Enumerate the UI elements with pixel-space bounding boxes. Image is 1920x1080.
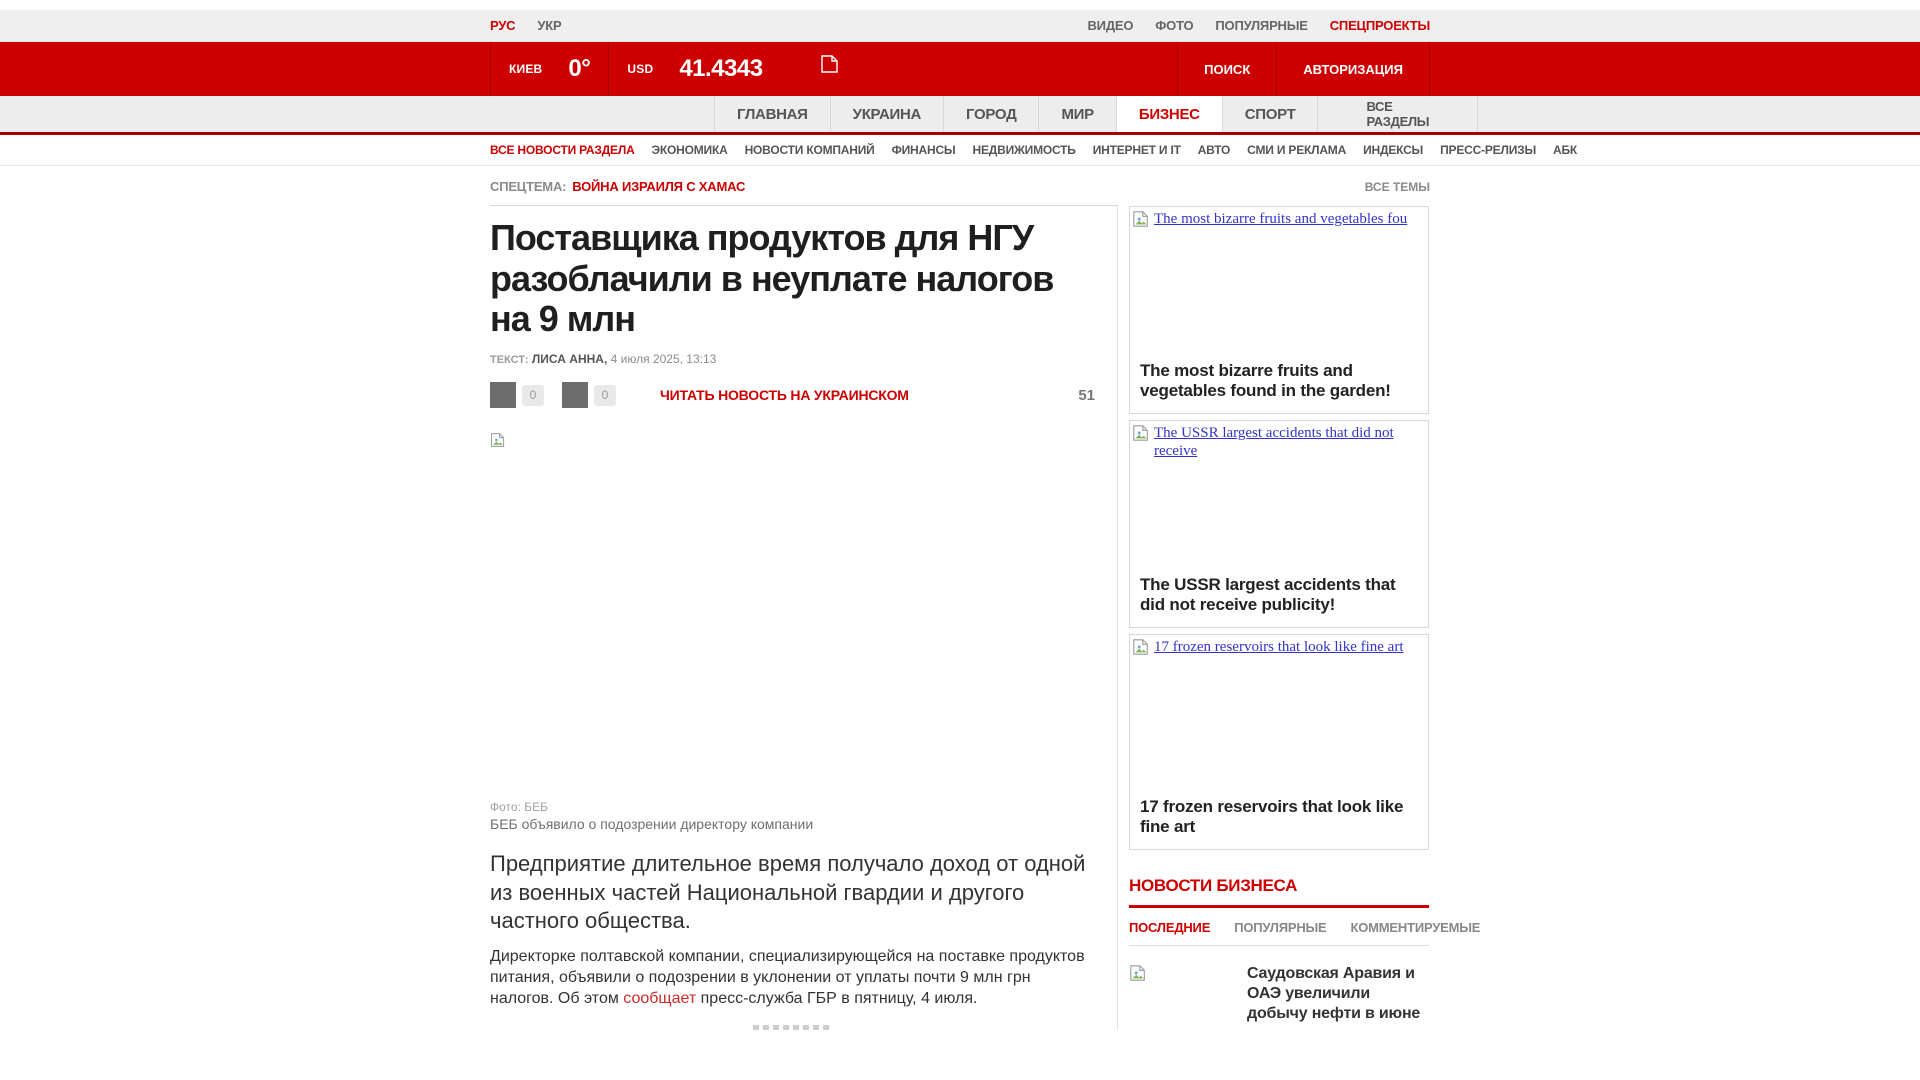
subnav-media-ads[interactable]: СМИ И РЕКЛАМА bbox=[1247, 143, 1347, 157]
photo-credit: Фото: БЕБ bbox=[490, 800, 548, 815]
promo-card[interactable] bbox=[1129, 634, 1429, 850]
header-actions bbox=[1177, 42, 1430, 96]
special-topic-row bbox=[490, 166, 1430, 205]
views-counter: 51 bbox=[1078, 386, 1095, 404]
popular-link[interactable]: ПОПУЛЯРНЫЕ bbox=[1215, 18, 1308, 33]
currency-label: USD bbox=[627, 62, 654, 76]
broken-image-icon bbox=[1129, 969, 1147, 986]
video-link[interactable]: ВИДЕО bbox=[1087, 18, 1134, 33]
article-author: ЛИСА АННА, bbox=[531, 352, 608, 367]
nav-item-city[interactable]: ГОРОД bbox=[944, 96, 1039, 132]
truncated-text-fragment bbox=[753, 1025, 833, 1030]
share-button-icon[interactable] bbox=[562, 382, 588, 408]
subnav-all-news[interactable]: ВСЕ НОВОСТИ РАЗДЕЛА bbox=[490, 143, 635, 157]
image-alt-text: 17 frozen reservoirs that look like fine art bbox=[1154, 639, 1404, 656]
special-topic-label: СПЕЦТЕМА: bbox=[490, 179, 567, 194]
photo-link[interactable]: ФОТО bbox=[1155, 18, 1194, 33]
article-column bbox=[490, 206, 1118, 1030]
section-subnav bbox=[0, 135, 1920, 166]
news-thumb-placeholder bbox=[1129, 964, 1247, 1024]
tab-popular[interactable]: ПОПУЛЯРНЫЕ bbox=[1234, 920, 1327, 936]
search-button[interactable]: ПОИСК bbox=[1177, 42, 1276, 96]
special-topic-link[interactable]: ВОЙНА ИЗРАИЛЯ С ХАМАС bbox=[572, 179, 746, 194]
article-byline bbox=[490, 352, 1095, 366]
subnav-press-releases[interactable]: ПРЕСС-РЕЛИЗЫ bbox=[1440, 143, 1536, 157]
share-group-2 bbox=[562, 382, 616, 408]
lang-rus-link[interactable]: РУС bbox=[490, 18, 516, 33]
nav-item-sport[interactable]: СПОРТ bbox=[1223, 96, 1319, 132]
lang-ukr-link[interactable]: УКР bbox=[537, 18, 562, 33]
photo-caption: БЕБ объявило о подозрении директору компании bbox=[490, 816, 814, 833]
nav-item-main[interactable]: ГЛАВНАЯ bbox=[714, 96, 831, 132]
paragraph-text: Директорке полтавской компании, специализирующейся на поставке продуктов питания, объявили о подозрении в уклонении от уплаты почти 9 млн грн налогов. Об этом bbox=[490, 947, 1085, 1008]
share-count-badge: 0 bbox=[522, 385, 544, 406]
subnav-economy[interactable]: ЭКОНОМИКА bbox=[651, 143, 728, 157]
news-list-item[interactable] bbox=[1129, 964, 1429, 1024]
utility-links bbox=[1087, 18, 1430, 33]
nav-item-business[interactable]: БИЗНЕС bbox=[1117, 96, 1223, 132]
byline-label: ТЕКСТ: bbox=[490, 354, 529, 367]
article-title: Поставщика продуктов для НГУ разоблачили в неуплате налогов на 9 млн bbox=[490, 217, 1054, 340]
read-in-ukrainian-link[interactable]: ЧИТАТЬ НОВОСТЬ НА УКРАИНСКОМ bbox=[660, 387, 909, 404]
tab-latest[interactable]: ПОСЛЕДНИЕ bbox=[1129, 920, 1211, 936]
article-image-placeholder bbox=[490, 428, 1095, 800]
broken-image-icon bbox=[1132, 210, 1150, 233]
promo-image-placeholder bbox=[1130, 635, 1428, 793]
article-date: 4 июля 2025, 13:13 bbox=[610, 352, 717, 367]
sidebar bbox=[1129, 206, 1481, 1030]
promo-image-placeholder bbox=[1130, 207, 1428, 357]
promo-card[interactable] bbox=[1129, 206, 1429, 414]
share-group-1 bbox=[490, 382, 544, 408]
subnav-indexes[interactable]: ИНДЕКСЫ bbox=[1363, 143, 1424, 157]
broken-image-icon bbox=[1132, 424, 1150, 447]
promo-card[interactable] bbox=[1129, 420, 1429, 628]
broken-image-icon bbox=[1132, 638, 1150, 661]
subnav-internet-it[interactable]: ИНТЕРНЕТ И IT bbox=[1092, 143, 1181, 157]
top-whitespace bbox=[0, 0, 1920, 10]
promo-image-placeholder bbox=[1130, 421, 1428, 571]
image-alt-text: The USSR largest accidents that did not receive bbox=[1154, 425, 1394, 460]
share-button-icon[interactable] bbox=[490, 382, 516, 408]
subnav-abk[interactable]: АБК bbox=[1553, 143, 1578, 157]
nav-item-ukraine[interactable]: УКРАИНА bbox=[831, 96, 944, 132]
currency-widget[interactable] bbox=[608, 42, 780, 96]
subnav-realty[interactable]: НЕДВИЖИМОСТЬ bbox=[972, 143, 1076, 157]
currency-rate: 41.4343 bbox=[679, 55, 763, 82]
news-tabs bbox=[1129, 908, 1481, 946]
business-news-heading: НОВОСТИ БИЗНЕСА bbox=[1129, 876, 1298, 896]
site-header bbox=[0, 42, 1920, 96]
auth-button[interactable]: АВТОРИЗАЦИЯ bbox=[1276, 42, 1430, 96]
subnav-finance[interactable]: ФИНАНСЫ bbox=[891, 143, 956, 157]
paragraph-text: пресс-служба ГБР в пятницу, 4 июля. bbox=[696, 990, 978, 1008]
weather-temperature: 0° bbox=[568, 55, 591, 82]
article-paragraph bbox=[490, 946, 1095, 1009]
subnav-companies[interactable]: НОВОСТИ КОМПАНИЙ bbox=[744, 143, 875, 157]
promo-card-title[interactable]: 17 frozen reservoirs that look like fine art bbox=[1140, 797, 1404, 837]
all-topics-link[interactable]: ВСЕ ТЕМЫ bbox=[1364, 179, 1430, 194]
nav-item-world[interactable]: МИР bbox=[1039, 96, 1116, 132]
tab-commented[interactable]: КОММЕНТИРУЕМЫЕ bbox=[1350, 920, 1481, 936]
image-alt-text: The most bizarre fruits and vegetables fou bbox=[1154, 211, 1408, 227]
broken-image-icon bbox=[490, 432, 506, 453]
share-row bbox=[490, 382, 1095, 408]
language-switcher bbox=[490, 18, 561, 33]
site-logo-broken-image-icon[interactable] bbox=[820, 54, 840, 79]
article-lead: Предприятие длительное время получало доход от одной из военных частей Национальной гвардии и другого частного общества. bbox=[490, 851, 1086, 934]
business-news-section bbox=[1129, 876, 1481, 1024]
weather-widget[interactable] bbox=[490, 42, 608, 96]
weather-city-label: КИЕВ bbox=[509, 62, 543, 76]
promo-card-title[interactable]: The USSR largest accidents that did not receive publicity! bbox=[1140, 575, 1396, 615]
news-item-title[interactable]: Саудовская Аравия и ОАЭ увеличили добычу нефти в июне bbox=[1247, 965, 1421, 1023]
main-navigation bbox=[0, 96, 1920, 135]
utility-bar bbox=[0, 10, 1920, 42]
source-link[interactable]: сообщает bbox=[623, 990, 697, 1008]
promo-card-title[interactable]: The most bizarre fruits and vegetables found in the garden! bbox=[1140, 361, 1391, 401]
subnav-auto[interactable]: АВТО bbox=[1197, 143, 1231, 157]
share-count-badge: 0 bbox=[594, 385, 616, 406]
specprojects-link[interactable]: СПЕЦПРОЕКТЫ bbox=[1329, 18, 1430, 33]
nav-item-all-sections[interactable]: ВСЕ РАЗДЕЛЫ bbox=[1318, 96, 1478, 132]
